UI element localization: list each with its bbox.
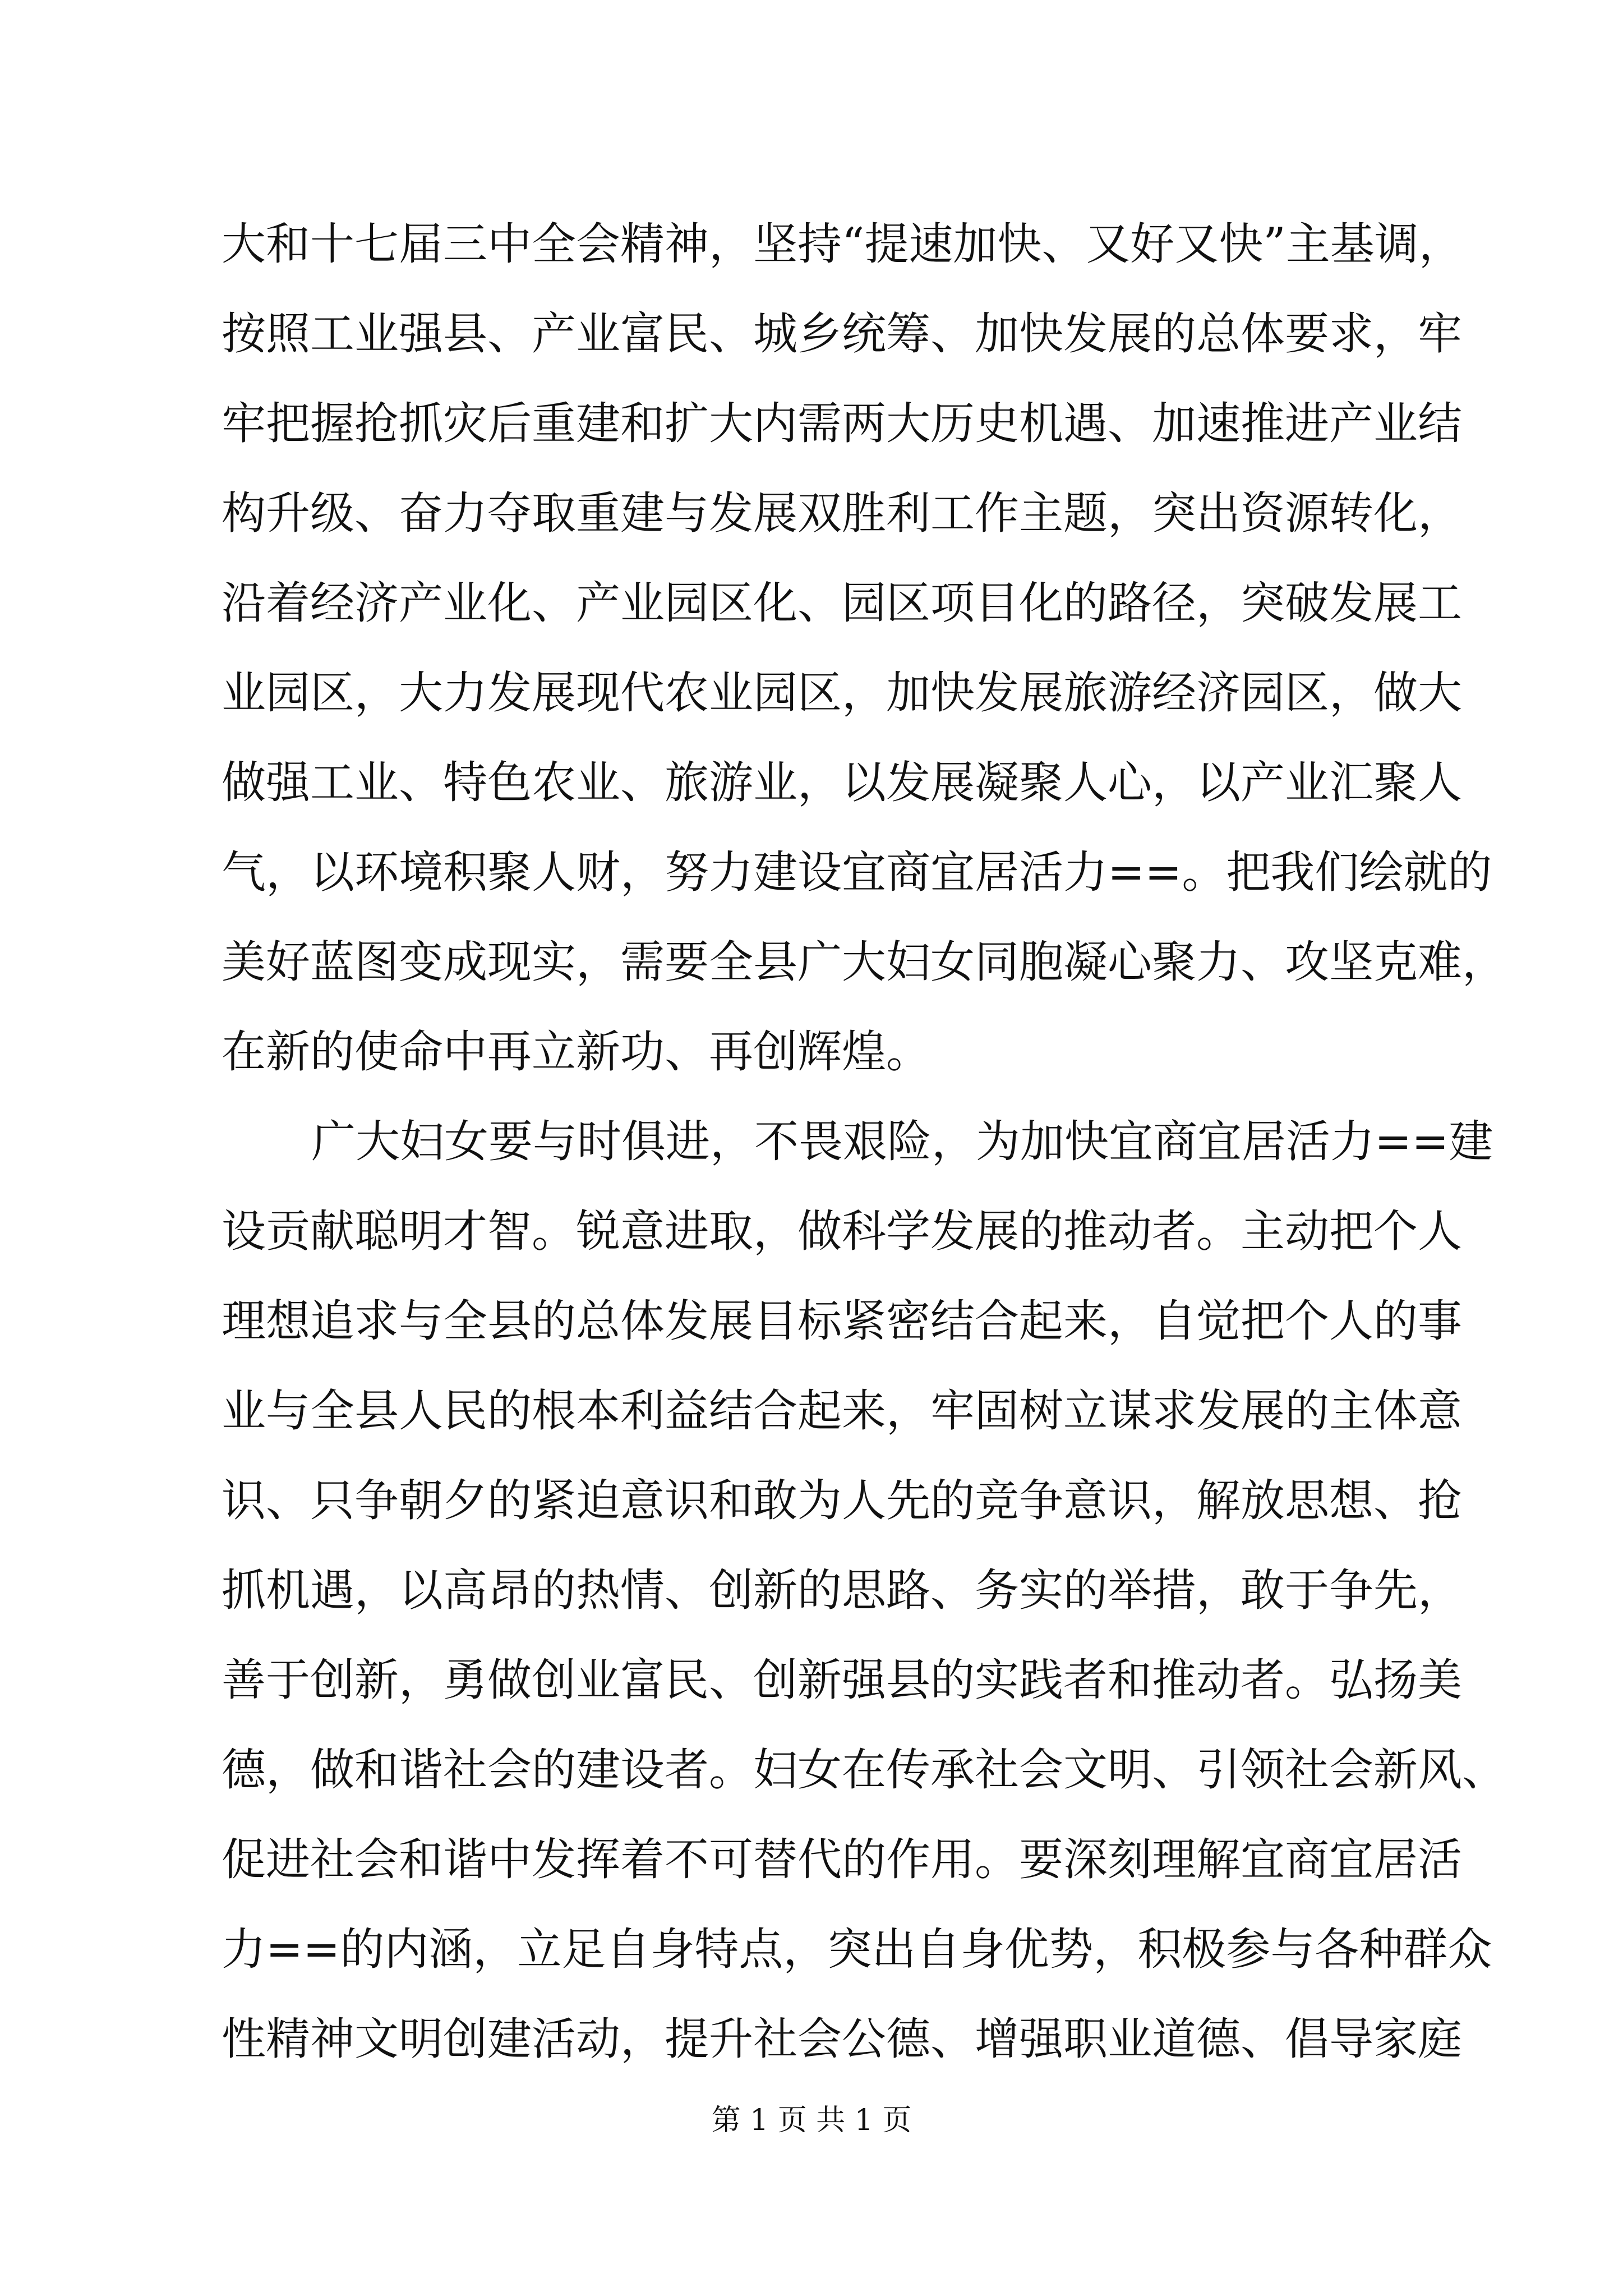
paragraph-2-line: 广大妇女要与时俱进，不畏艰险，为加快宜商宜居活力==建 (311, 1116, 1493, 1167)
paragraph-2-line: 设贡献聪明才智。锐意进取，做科学发展的推动者。主动把个人 (222, 1205, 1462, 1257)
paragraph-1-line: 大和十七届三中全会精神，坚持“提速加快、又好又快”主基调， (222, 218, 1463, 270)
paragraph-1-line: 在新的使命中再立新功、再创辉煌。 (222, 1026, 930, 1078)
paragraph-1-line: 美好蓝图变成现实，需要全县广大妇女同胞凝心聚力、攻坚克难， (222, 936, 1506, 988)
body-text (222, 199, 1506, 2084)
paragraph-2-line: 德，做和谐社会的建设者。妇女在传承社会文明、引领社会新风、 (222, 1744, 1506, 1796)
paragraph-1-line: 构升级、奋力夺取重建与发展双胜利工作主题，突出资源转化， (222, 487, 1462, 539)
paragraph-2-line: 性精神文明创建活动，提升社会公德、增强职业道德、倡导家庭 (222, 2013, 1462, 2065)
paragraph-1-line: 业园区，大力发展现代农业园区，加快发展旅游经济园区，做大 (222, 667, 1462, 719)
paragraph-2-line: 识、只争朝夕的紧迫意识和敢为人先的竞争意识，解放思想、抢 (222, 1475, 1462, 1526)
paragraph-1-line: 气，以环境积聚人财，努力建设宜商宜居活力==。把我们绘就的 (222, 846, 1492, 898)
page-footer: 第 1 页 共 1 页 (711, 2104, 912, 2137)
paragraph-1-line: 按照工业强县、产业富民、城乡统筹、加快发展的总体要求，牢 (222, 308, 1462, 360)
paragraph-2-line: 抓机遇，以高昂的热情、创新的思路、务实的举措，敢于争先， (222, 1565, 1462, 1616)
paragraph-1-line: 牢把握抢抓灾后重建和扩大内需两大历史机遇、加速推进产业结 (222, 398, 1462, 449)
paragraph-2-line: 善于创新，勇做创业富民、创新强县的实践者和推动者。弘扬美 (222, 1654, 1462, 1706)
paragraph-1-line: 沿着经济产业化、产业园区化、园区项目化的路径，突破发展工 (222, 577, 1462, 629)
paragraph-2-line: 力==的内涵，立足自身特点，突出自身优势，积极参与各种群众 (222, 1924, 1492, 1975)
paragraph-2-line: 理想追求与全县的总体发展目标紧密结合起来，自觉把个人的事 (222, 1295, 1462, 1347)
paragraph-2-line: 业与全县人民的根本利益结合起来，牢固树立谋求发展的主体意 (222, 1385, 1462, 1437)
paragraph-2-line: 促进社会和谐中发挥着不可替代的作用。要深刻理解宜商宜居活 (222, 1834, 1462, 1885)
paragraph-1-line: 做强工业、特色农业、旅游业，以发展凝聚人心，以产业汇聚人 (222, 757, 1462, 808)
